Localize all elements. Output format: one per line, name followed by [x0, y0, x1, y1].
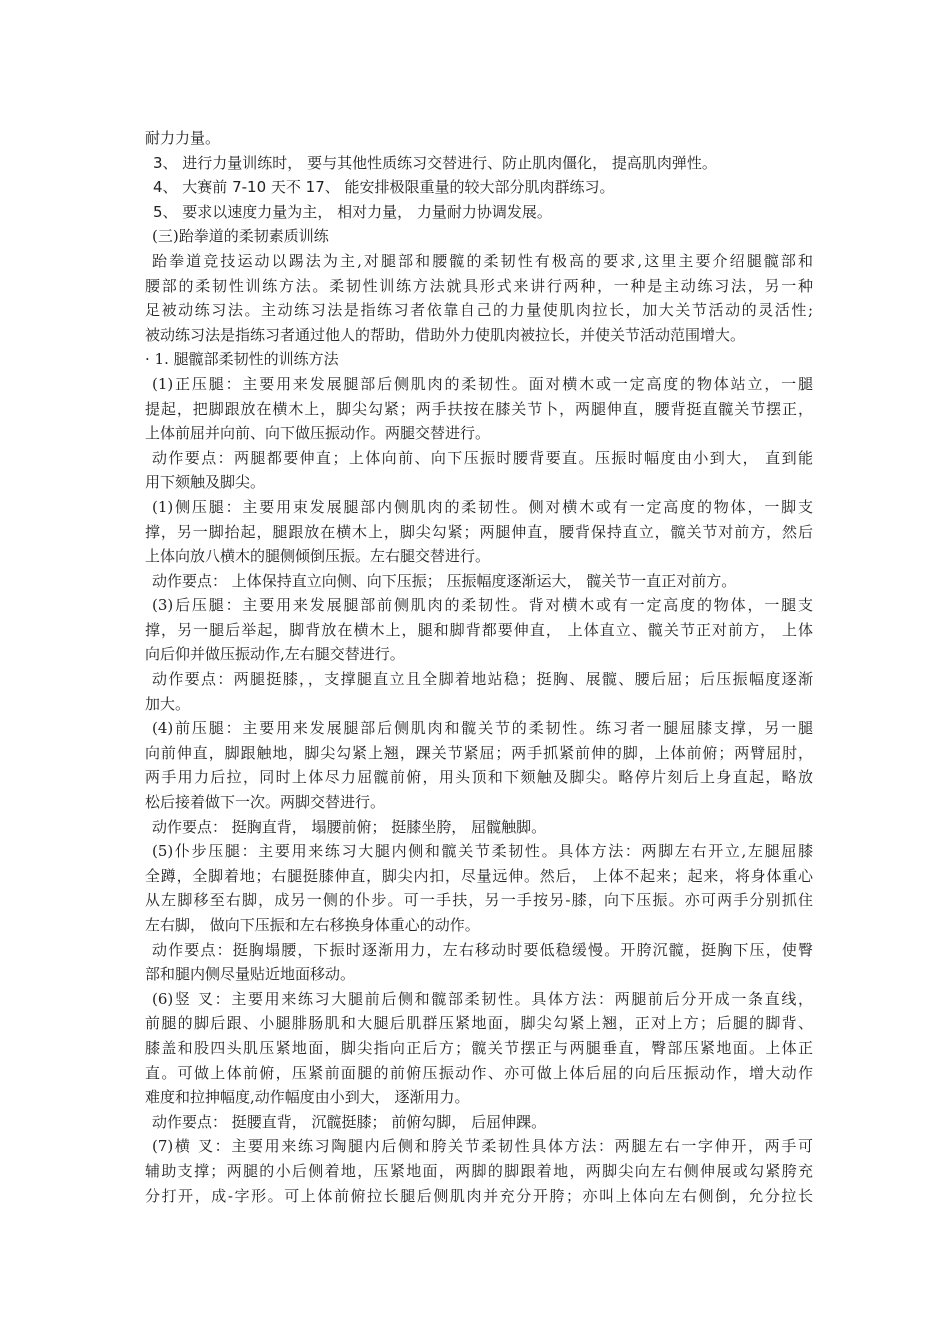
text-line: 上体前屈并向前、向下做压振动作。两腿交替进行。	[145, 424, 491, 443]
text-line: 腰部的柔韧性训练方法。柔韧性训练方法就具形式来讲行两种，一种是主动练习法，另一种	[145, 276, 813, 295]
list-item: 3、 进行力量训练时， 要与其他性质练习交替进行、防止肌肉僵化， 提高肌肉弹性。	[153, 153, 717, 172]
text-line: 直。可做上体前俯，压紧前面腿的前俯压振动作、亦可做上体后屈的向后压振动作，增大动作	[145, 1063, 813, 1082]
text-line: 上体向放八横木的腿侧倾倒压振。左右腿交替进行。	[145, 547, 491, 566]
text-line: 前腿的脚后跟、小腿腓肠肌和大腿后肌群压紧地面，脚尖勾紧上翘，正对上方；后腿的脚背、	[145, 1014, 813, 1033]
text-line: 动作要点： 上体保持直立向侧、向下压振； 压振幅度逐渐运大， 髋关节一直正对前方。	[152, 571, 737, 590]
text-line: 撑，另一腿后举起，脚背放在横木上，腿和脚背都要伸直， 上体直立、髋关节正对前方， 上体	[145, 620, 813, 639]
text-line: (1)侧压腿：主要用束发展腿部内侧肌肉的柔韧性。侧对横木或有一定高度的物体，一脚支	[152, 497, 813, 516]
text-line: 松后接着做下一次。两脚交替进行。	[145, 793, 386, 812]
text-line: 难度和拉抻幅度,动作幅度由小到大， 逐渐用力。	[145, 1088, 470, 1107]
text-line: 全蹲，全脚着地；右腿挺膝伸直，脚尖内扣，尽量远伸。然后， 上体不起来；起来，将身体重心	[145, 866, 813, 885]
text-line: 动作要点：挺胸塌腰，下振时逐渐用力，左右移动时要低稳缓慢。开胯沉髋，挺胸下压，使臀	[152, 940, 813, 959]
document-page	[145, 126, 813, 1208]
text-line: (4)前压腿：主要用来发展腿部后侧肌肉和髋关节的柔韧性。练习者一腿屈膝支撑，另一腿	[152, 719, 813, 738]
text-line: (7)横 叉：主要用来练习陶腿内后侧和胯关节柔韧性具体方法：两腿左右一字伸开，两手可	[152, 1137, 813, 1156]
text-line: 从左脚移至右脚，成另一侧的仆步。可一手扶，另一手按另-膝，向下压振。亦可两手分别抓住	[145, 891, 813, 910]
text-line: 跆拳道竞技运动以踢法为主,对腿部和腰髋的柔韧性有极高的要求,这里主要介绍腿髋部和	[152, 251, 813, 270]
subsection-heading: · 1. 腿髋部柔韧性的训练方法	[145, 350, 339, 369]
text-line: 动作要点： 挺胸直背， 塌腰前俯； 挺膝坐胯， 屈髋触脚。	[152, 817, 547, 836]
text-line: (3)后压腿：主要用来发展腿部前侧肌肉的柔韧性。背对横木或有一定高度的物体，一腿支	[152, 596, 813, 615]
text-line: (5)仆步压腿：主要用来练习大腿内侧和髋关节柔韧性。具体方法：两脚左右开立,左腿屈膝	[152, 842, 813, 861]
text-line: 左右脚， 做向下压振和左右移换身体重心的动作。	[145, 916, 480, 934]
text-line: 加大。	[145, 694, 191, 713]
text-line: 向后仰并做压振动作,左右腿交替进行。	[145, 645, 405, 664]
list-item: 4、 大赛前 7-10 天不 17、 能安排极限重量的较大部分肌肉群练习。	[153, 178, 615, 197]
text-line: (1)正压腿：主要用来发展腿部后侧肌肉的柔韧性。面对横木或一定高度的物体站立，一腿	[152, 374, 813, 393]
text-line: 撑，另一脚抬起，腿跟放在横木上，脚尖勾紧；两腿伸直，腰背保持直立，髋关节对前方，然后	[145, 522, 813, 541]
text-line: 动作要点： 挺腰直背， 沉髋挺膝； 前俯勾脚， 后屈伸踝。	[152, 1112, 547, 1131]
text-line: 耐力力量。	[145, 129, 221, 147]
text-line: 被动练习法是指练习者通过他人的帮助，借助外力使肌肉被拉长，并使关节活动范围增大。	[145, 325, 746, 344]
section-heading: (三)跆拳道的柔韧素质训练	[152, 227, 329, 246]
text-line: 用下颏触及脚尖。	[145, 473, 266, 492]
text-line: (6)竖 叉：主要用来练习大腿前后侧和髋部柔韧性。具体方法：两腿前后分开成一条直线，	[152, 989, 813, 1008]
text-line: 膝盖和股四头肌压紧地面，脚尖指向正后方；髋关节摆正与两腿垂直，臀部压紧地面。上体正	[145, 1038, 813, 1057]
text-line: 分打开，成-字形。可上体前俯拉长腿后侧肌肉并充分开胯；亦叫上体向左右侧倒，允分拉长	[145, 1186, 813, 1205]
text-line: 动作要点：两腿都要伸直；上体向前、向下压振时腰背要直。压振时幅度由小到大， 直到能	[152, 448, 813, 467]
text-line: 足被动练习法。主动练习法是指练习者依靠自己的力量使肌肉拉长，加大关节活动的灵活性;	[145, 301, 813, 320]
text-line: 部和腿内侧尽量贴近地面移动。	[145, 965, 356, 984]
text-line: 提起，把脚跟放在横木上，脚尖勾紧；两手扶按在膝关节卜，两腿伸直，腰背挺直髋关节摆正，	[145, 399, 813, 418]
text-line: 两手用力后拉，同时上体尽力屈髋前俯，用头顶和下颏触及脚尖。略停片刻后上身直起，略放	[145, 768, 813, 787]
text-line: 动作要点：两腿挺膝，，支撑腿直立且全脚着地站稳；挺胸、展髋、腰后屈；后压振幅度逐渐	[152, 670, 813, 689]
text-line: 向前伸直，脚跟触地，脚尖勾紧上翘，踝关节紧屈；两手抓紧前伸的脚，上体前俯；两臂屈肘，	[145, 743, 813, 762]
text-line: 辅助支撑；两腿的小后侧着地，压紧地面，两脚的脚跟着地，两脚尖向左右侧伸展或勾紧胯充	[145, 1161, 813, 1180]
list-item: 5、 要求以速度力量为主， 相对力量， 力量耐力协调发展。	[153, 202, 552, 221]
